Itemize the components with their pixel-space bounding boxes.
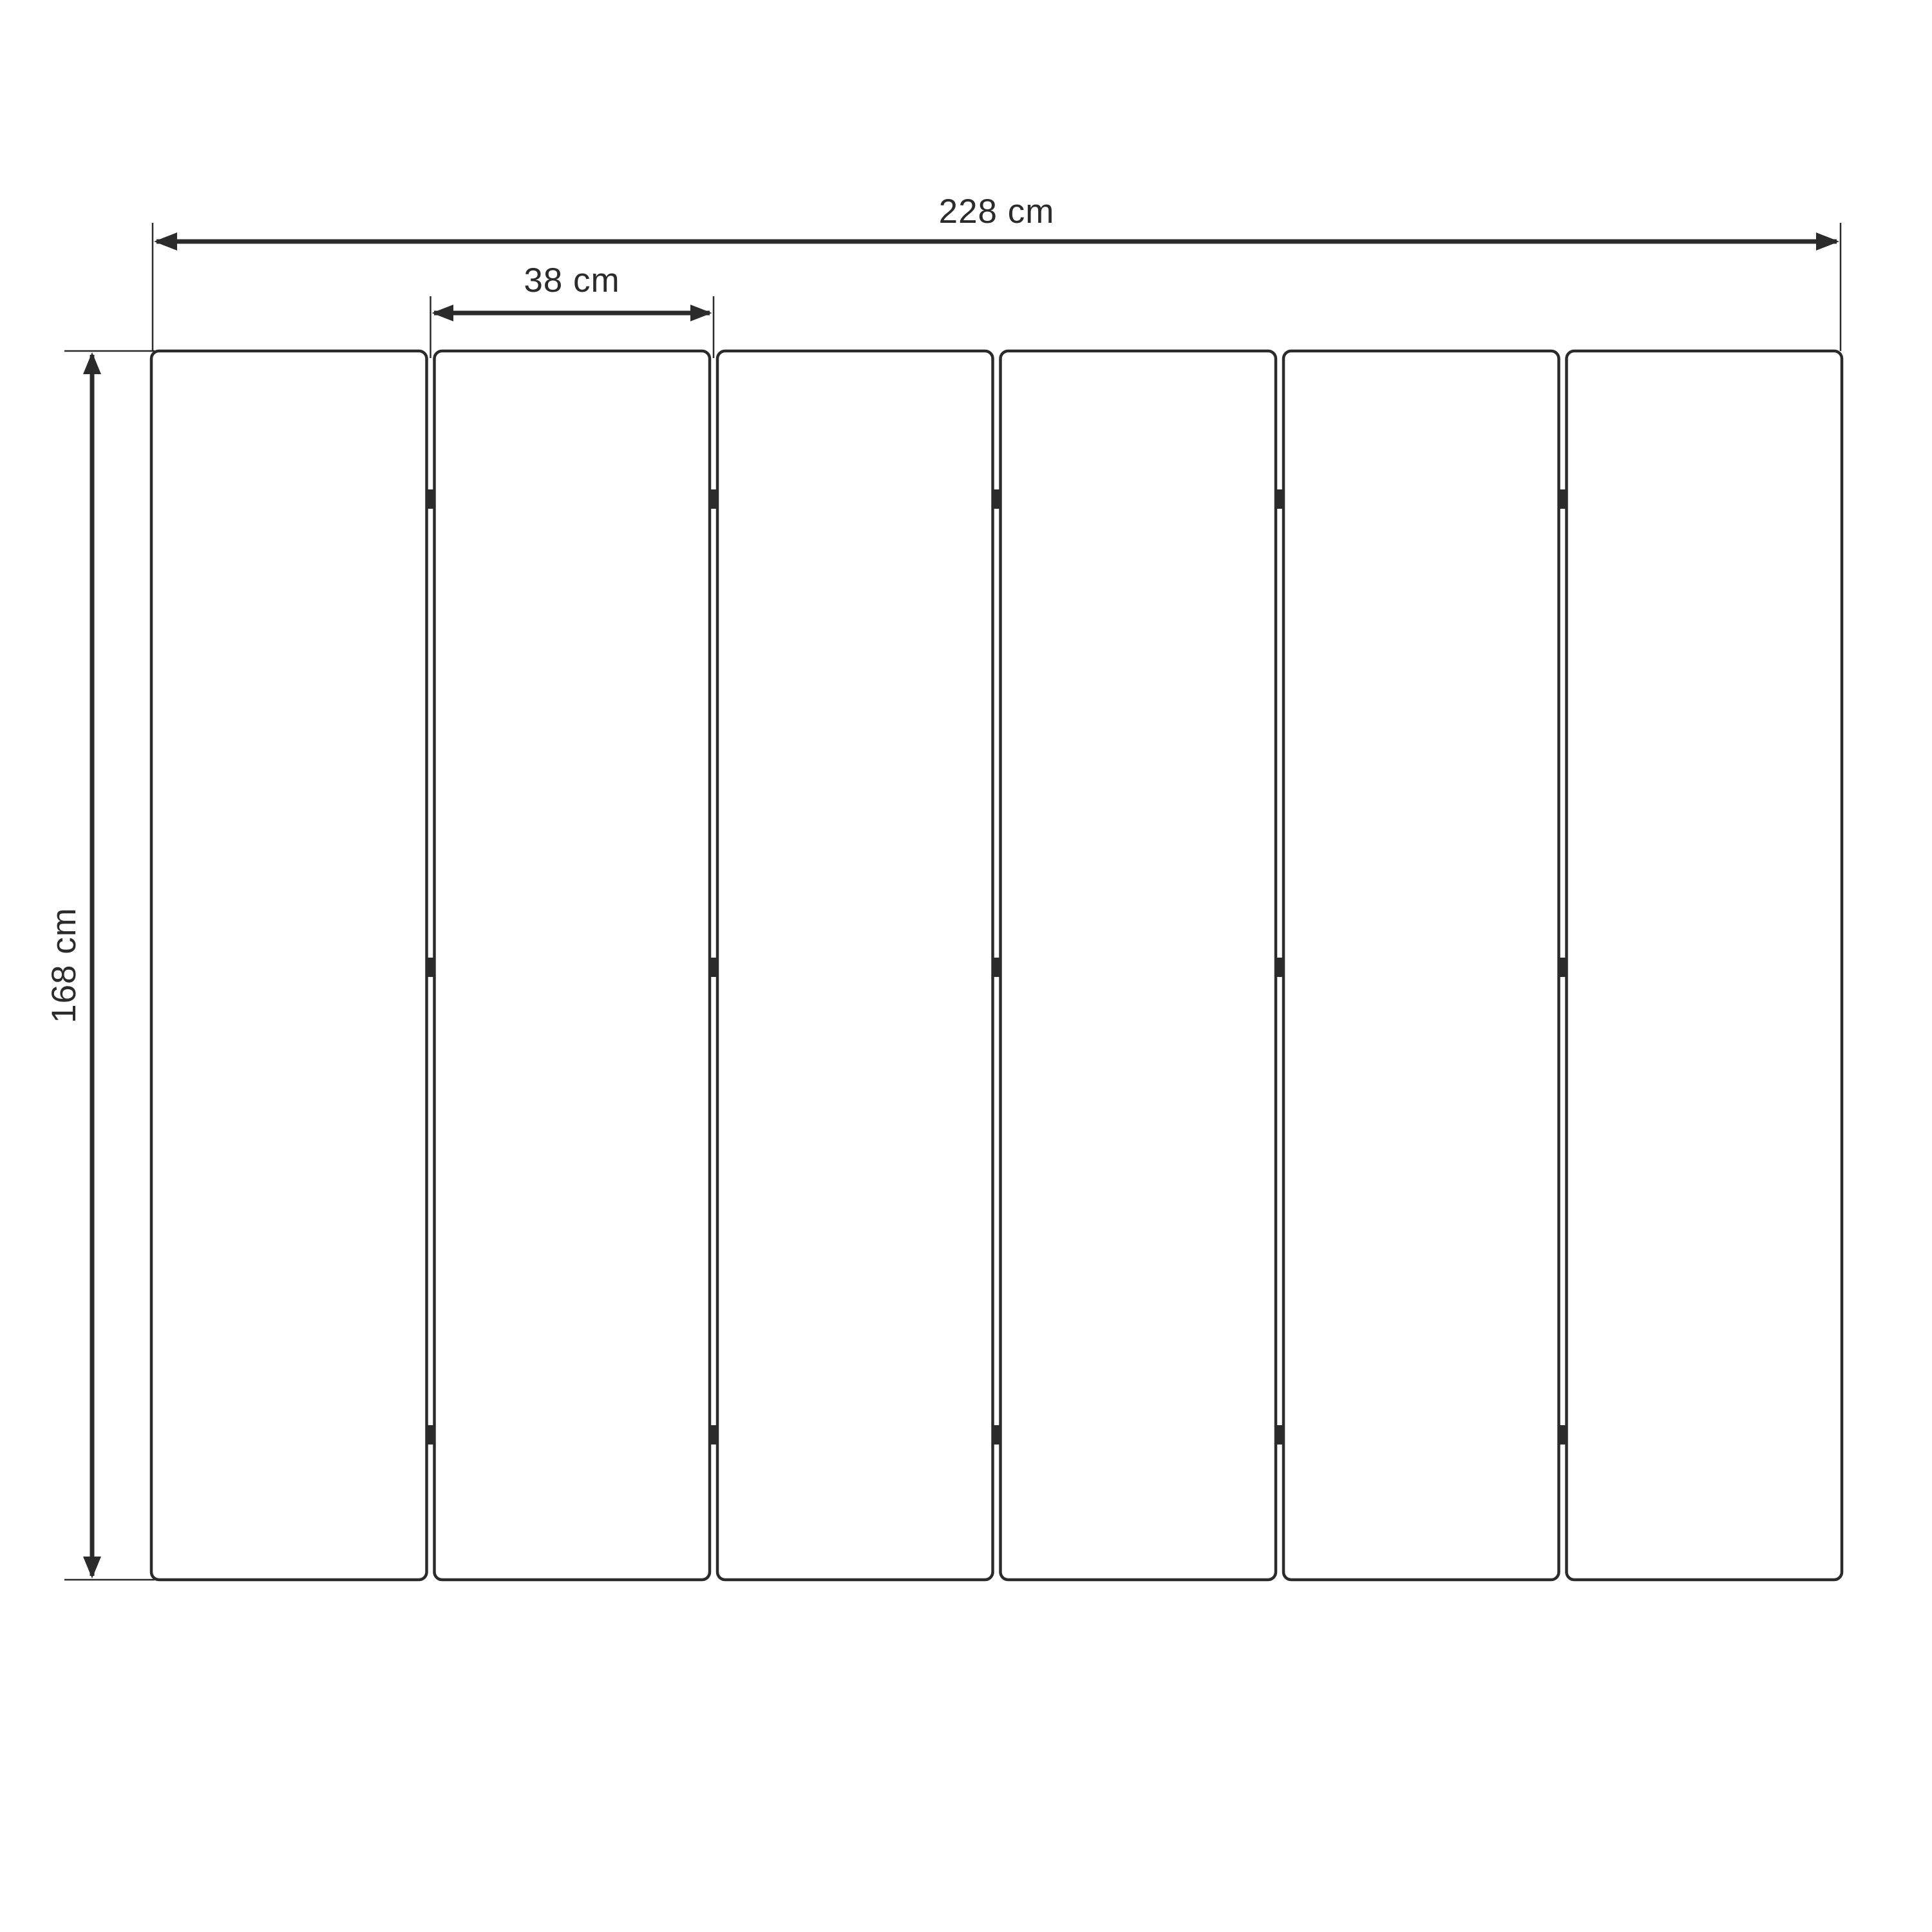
hinge-icon	[709, 489, 718, 509]
panel-6	[1567, 351, 1842, 1580]
hinge-icon	[1558, 1425, 1567, 1444]
hinge-icon	[426, 489, 435, 509]
panel-1	[151, 351, 427, 1580]
arrow-down-icon	[83, 1557, 101, 1578]
hinge-icon	[709, 1425, 718, 1444]
panel-4	[1001, 351, 1276, 1580]
arrow-right-icon	[1816, 232, 1839, 251]
dim-panel-width	[431, 261, 714, 358]
hinge-icon	[1275, 958, 1284, 977]
arrow-right-icon	[690, 305, 712, 321]
arrow-left-icon	[432, 305, 454, 321]
hinge-icon	[992, 958, 1001, 977]
hinge-icon	[992, 1425, 1001, 1444]
total-width-label: 228 cm	[938, 193, 1055, 231]
hinge-icon	[709, 958, 718, 977]
hinge-icon	[1275, 489, 1284, 509]
arrow-up-icon	[83, 352, 101, 374]
panel-width-label: 38 cm	[524, 261, 620, 299]
hinge-icon	[1558, 489, 1567, 509]
height-label: 168 cm	[45, 907, 83, 1023]
dim-total-width	[153, 193, 1841, 351]
hinge-icon	[992, 489, 1001, 509]
dim-height	[45, 351, 155, 1580]
arrow-left-icon	[154, 232, 177, 251]
hinge-icon	[1558, 958, 1567, 977]
hinge-icon	[1275, 1425, 1284, 1444]
hinge-icon	[426, 958, 435, 977]
hinge-icon	[426, 1425, 435, 1444]
panel-3	[717, 351, 993, 1580]
panel-5	[1283, 351, 1559, 1580]
panel-2	[435, 351, 710, 1580]
